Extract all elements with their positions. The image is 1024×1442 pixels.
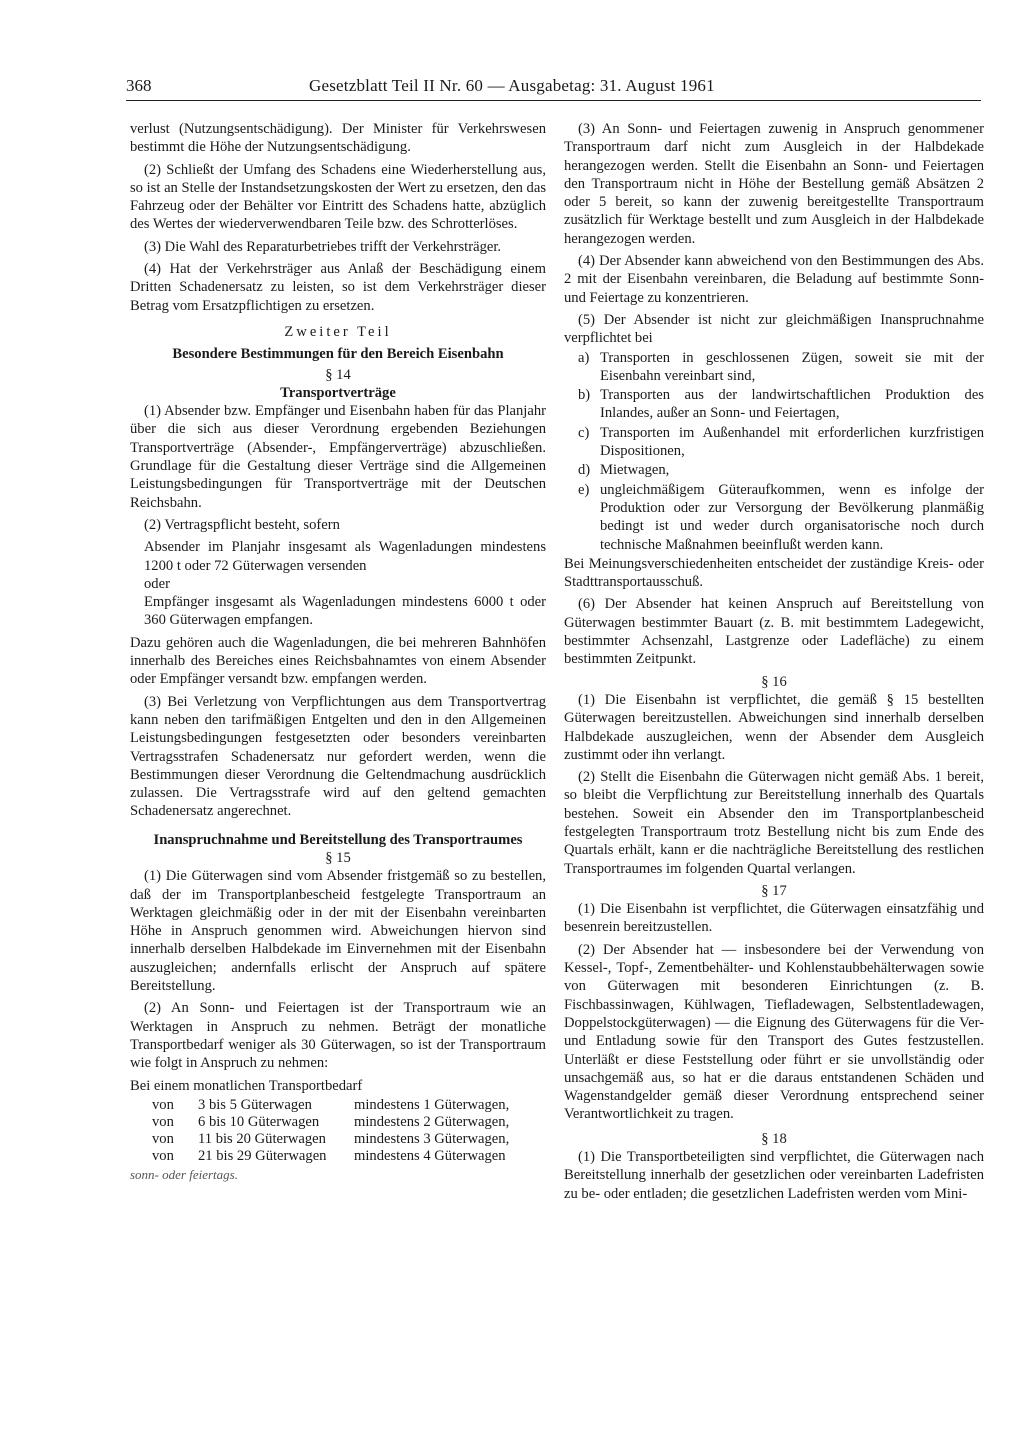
transport-demand-table	[152, 1097, 515, 1165]
paragraph: Dazu gehören auch die Wagenladungen, die bei mehreren Bahnhöfen innerhalb des Bereiches eines Reichsbahnamtes von einem Absender oder Empfänger versandt bzw. empfangen werden.	[130, 634, 546, 688]
list-item	[564, 424, 984, 461]
table-cell: mindestens 3 Güterwagen,	[354, 1130, 510, 1147]
list-text: Mietwagen,	[600, 462, 670, 479]
table-cell: 3 bis 5 Güterwagen	[198, 1096, 312, 1113]
paragraph: (1) Absender bzw. Empfänger und Eisenbahn haben für das Planjahr über die sich aus dieser Verordnung ergebenden Beziehungen Transportverträge (Absender-, Empfängerverträge) abzuschließen. Grundlage für die Gestaltung dieser Verträge sind die Allgemeinen Leistungsbedingungen für Transportverträge mit der Deutschen Reichsbahn.	[130, 403, 546, 511]
paragraph: oder	[144, 575, 170, 592]
table-intro: Bei einem monatlichen Transportbedarf	[130, 1077, 363, 1094]
paragraph: (3) Bei Verletzung von Verpflichtungen aus dem Transportvertrag kann neben den tarifmäßigen Entgelten und den in den Allgemeinen Leistungsbedingungen festgesetzten oder besonders vereinbarten Vertragsstrafen Schadenersatz nur gefordert werden, wenn die Bestimmungen dieser Verordnung die Geltendmachung ausdrücklich zulassen. Die Vertragsstrafe wird auf den geltend gemachten Schadenersatz angerechnet.	[130, 693, 546, 820]
list-text: ungleichmäßigem Güteraufkommen, wenn es infolge der Produktion oder zur Versorgung der Bevölkerung planmäßig bedingt ist und weder durch organisatorische noch durch technische Maßnahmen beeinflußt werden kann.	[600, 481, 984, 553]
paragraph: verlust (Nutzungsentschädigung). Der Minister für Verkehrswesen bestimmt die Höhe der Nutzungsentschädigung.	[130, 121, 546, 156]
paragraph: (1) Die Eisenbahn ist verpflichtet, die gemäß § 15 bestellten Güterwagen bereitzustellen. Abweichungen sind innerhalb derselben Halbdekade auszugleichen, wenn der Absender dem Ausgleich zustimmt oder ihn verlangt.	[564, 691, 984, 763]
paragraph: (2) Vertragspflicht besteht, sofern	[144, 516, 340, 533]
paragraph: (1) Die Eisenbahn ist verpflichtet, die Güterwagen einsatzfähig und besenrein bereitzustellen.	[564, 901, 984, 936]
table-cell: von	[152, 1096, 174, 1113]
list-item	[564, 386, 984, 423]
table-cell: von	[152, 1113, 174, 1130]
paragraph: Absender im Planjahr insgesamt als Wagenladungen mindestens 1200 t oder 72 Güterwagen versenden	[144, 539, 546, 574]
page-number: 368	[126, 76, 152, 95]
paragraph: (2) An Sonn- und Feiertagen ist der Transportraum wie an Werktagen in Anspruch zu nehmen. Beträgt der monatliche Transportbedarf weniger als 30 Güterwagen, so ist der Transportraum wie folgt in Anspruch zu nehmen:	[130, 1000, 546, 1072]
table-cell: 6 bis 10 Güterwagen	[198, 1113, 320, 1130]
paragraph: Bei Meinungsverschiedenheiten entscheidet der zuständige Kreis- oder Stadttransportausschuß.	[564, 555, 984, 591]
section-number: § 17	[761, 882, 787, 899]
table-cell: mindestens 4 Güterwagen	[354, 1147, 506, 1164]
paragraph: (1) Die Transportbeteiligten sind verpflichtet, die Güterwagen nach Bereitstellung innerhalb der gesetzlichen oder vereinbarten Ladefristen zu be- oder entladen; die gesetzlichen Ladefristen werden vom Mini-	[564, 1149, 984, 1202]
table-row	[152, 1097, 515, 1114]
part-heading: Zweiter Teil	[284, 323, 392, 340]
page-header	[126, 74, 981, 101]
paragraph: Empfänger insgesamt als Wagenladungen mindestens 6000 t oder 360 Güterwagen empfangen.	[144, 594, 546, 629]
list-label: c)	[578, 424, 590, 441]
table-cell: mindestens 2 Güterwagen,	[354, 1113, 510, 1130]
section-number: § 14	[325, 366, 351, 383]
list-text: Transporten in geschlossenen Zügen, soweit sie mit der Eisenbahn vereinbart sind,	[600, 349, 984, 384]
list-label: e)	[578, 481, 590, 498]
paragraph: (2) Schließt der Umfang des Schadens eine Wiederherstellung aus, so ist an Stelle der Instandsetzungskosten der Wert zu ersetzen, den das Fahrzeug oder der Behälter vor Eintritt des Schadens hatte, abzüglich des Wertes der wiederverwendbaren Teile bzw. des Schrotterlöses.	[130, 161, 546, 233]
list-text: Transporten aus der landwirtschaftlichen Produktion des Inlandes, außer an Sonn- und Feiertagen,	[600, 387, 984, 422]
table-cell: von	[152, 1147, 174, 1164]
table-cell: 11 bis 20 Güterwagen	[198, 1130, 326, 1147]
table-row	[152, 1114, 515, 1131]
gazette-title: Gesetzblatt Teil II Nr. 60 — Ausgabetag: 31. August 1961	[309, 76, 715, 95]
right-column	[564, 120, 984, 1207]
table-cell: mindestens 1 Güterwagen,	[354, 1096, 510, 1113]
paragraph: (4) Hat der Verkehrsträger aus Anlaß der Beschädigung einem Dritten Schadenersatz zu leisten, so ist dem Verkehrsträger dieser Betrag vom Ersatzpflichtigen zu ersetzen.	[130, 261, 546, 314]
paragraph: (1) Die Güterwagen sind vom Absender fristgemäß so zu bestellen, daß der im Transportplanbescheid festgelegte Transportraum an Werktagen gleichmäßig oder in der mit der Eisenbahn vereinbarten Höhe in Anspruch genommen wird. Abweichungen hiervon sind innerhalb derselben Halbdekade im Einvernehmen mit der Eisenbahn auszugleichen; andernfalls erlischt der Anspruch auf spätere Bereitstellung.	[130, 868, 546, 995]
paragraph: (6) Der Absender hat keinen Anspruch auf Bereitstellung von Güterwagen bestimmter Bauart (z. B. mit bestimmtem Ladegewicht, bestimmter Achsenzahl, Lastgrenze oder Ladefläche) zu einem bestimmten Zeitpunkt.	[564, 596, 984, 668]
list-label: b)	[578, 387, 591, 404]
paragraph: (4) Der Absender kann abweichend von den Bestimmungen des Abs. 2 mit der Eisenbahn vereinbaren, die Beladung auf bestimmte Sonn- und Feiertage zu konzentrieren.	[564, 253, 984, 306]
section-number: § 16	[761, 673, 787, 690]
paragraph: (2) Der Absender hat — insbesondere bei der Verwendung von Kessel-, Topf-, Zementbehälter- und Kohlenstaubbehälterwagen sowie von Güterwagen mit besonderen Einrichtungen (z. B. Fischbassinwagen, Kühlwagen, Tiefladewagen, Selbstentladewagen, Doppelstockgüterwagen) — die Eignung des Güterwagens für die Ver- und Entladung sowie für den Transport des Gutes festzustellen. Unterläßt er diese Feststellung oder führt er sie unvollständig oder unsachgemäß aus, so hat er die daraus entstandenen Schäden und Wagenstandgelder gemäß dieser Verordnung entsprechend seiner Verantwortlichkeit zu tragen.	[564, 941, 984, 1123]
list-item	[564, 481, 984, 554]
table-footnote: sonn- oder feiertags.	[130, 1166, 238, 1182]
table-row	[152, 1131, 515, 1148]
paragraph: (3) Die Wahl des Reparaturbetriebes trifft der Verkehrsträger.	[144, 238, 502, 255]
part-subheading: Besondere Bestimmungen für den Bereich Eisenbahn	[172, 346, 504, 363]
section-title: Transportverträge	[280, 384, 396, 401]
list-item	[564, 349, 984, 386]
table-cell: von	[152, 1130, 174, 1147]
table-cell: 21 bis 29 Güterwagen	[198, 1147, 327, 1164]
section-number: § 18	[761, 1130, 787, 1147]
list-text: Transporten im Außenhandel mit erforderlichen kurzfristigen Dispositionen,	[600, 424, 984, 460]
list-item	[564, 461, 984, 479]
section-heading: Inanspruchnahme und Bereitstellung des Transportraumes	[153, 831, 523, 848]
list-label: a)	[578, 349, 590, 366]
paragraph: (3) An Sonn- und Feiertagen zuwenig in Anspruch genommener Transportraum darf nicht zum Ausgleich in der Halbdekade herangezogen werden. Stellt die Eisenbahn an Sonn- und Feiertagen den Transportraum nicht in Höhe der Bestellung gemäß Absätzen 2 oder 5 bereit, so kann der zuwenig bereitgestellte Transportraum zusätzlich für Werktage bestellt und zum Ausgleich in der Halbdekade herangezogen werden.	[564, 121, 984, 247]
section-number: § 15	[325, 849, 351, 866]
list-label: d)	[578, 462, 591, 479]
left-column	[130, 120, 546, 1188]
paragraph: (2) Stellt die Eisenbahn die Güterwagen nicht gemäß Abs. 1 bereit, so bleibt die Verpflichtung zur Bereitstellung innerhalb des Quartals bestehen. Soweit ein Absender den im Transportplanbescheid festgelegten Transportraum trotz Bestellung nicht bis zum Ende des Quartals erhält, kann er die nachträgliche Bereitstellung des restlichen Transportraumes im folgenden Quartal verlangen.	[564, 769, 984, 877]
paragraph: (5) Der Absender ist nicht zur gleichmäßigen Inanspruchnahme verpflichtet bei	[564, 311, 984, 347]
table-row	[152, 1148, 515, 1165]
